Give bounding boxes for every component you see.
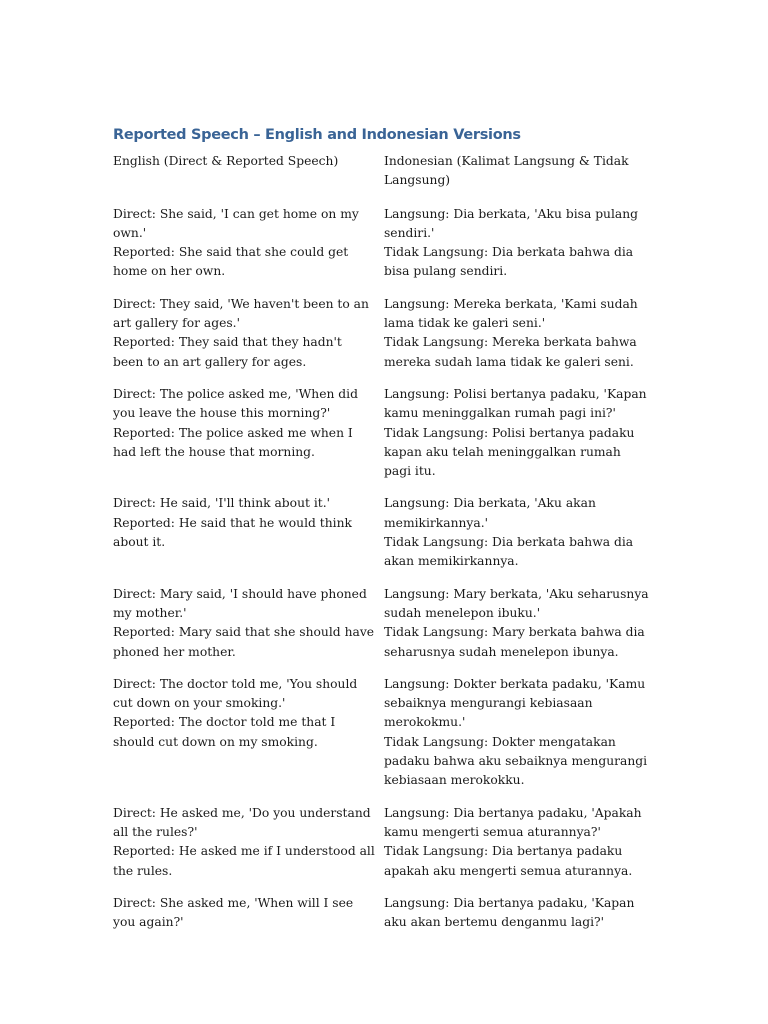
english-direct-sentence: Direct: The doctor told me, 'You should cut down on your smoking.' [113, 676, 358, 711]
english-reported-sentence: Reported: He asked me if I understood all the rules. [113, 844, 375, 878]
english-reported-sentence: Reported: She said that she could get home on her own. [113, 245, 349, 279]
english-direct-sentence: Direct: He said, 'I'll think about it.' [113, 496, 331, 511]
indonesian-direct-sentence: Langsung: Mereka berkata, 'Kami sudah lama tidak ke galeri seni.' [384, 296, 638, 331]
english-direct-sentence: Direct: She said, 'I can get home on my own.' [113, 206, 359, 240]
english-reported-sentence: Reported: The doctor told me that I should cut down on my smoking. [113, 715, 336, 749]
english-cell [113, 675, 384, 804]
table-row [113, 295, 658, 385]
english-cell [113, 295, 384, 385]
table-row [113, 894, 658, 946]
table-row [113, 675, 658, 804]
english-reported-sentence: Reported: Mary said that she should have phoned her mother. [113, 625, 375, 659]
indonesian-direct-sentence: Langsung: Dia bertanya padaku, 'Apakah kamu mengerti semua aturannya?' [384, 805, 642, 839]
table-header-row [113, 152, 658, 205]
indonesian-reported-sentence: Tidak Langsung: Dia bertanya padaku apakah aku mengerti semua aturannya. [384, 844, 633, 878]
english-direct-sentence: Direct: She asked me, 'When will I see you again?' [113, 895, 354, 930]
english-direct-sentence: Direct: Mary said, 'I should have phoned my mother.' [113, 586, 367, 620]
english-cell [113, 385, 384, 494]
english-reported-sentence: Reported: The police asked me when I had left the house that morning. [113, 425, 353, 459]
indonesian-reported-sentence: Tidak Langsung: Dia berkata bahwa dia akan memikirkannya. [384, 535, 634, 569]
indonesian-reported-sentence: Tidak Langsung: Dia berkata bahwa dia bisa pulang sendiri. [384, 245, 634, 279]
indonesian-direct-sentence: Langsung: Dokter berkata padaku, 'Kamu sebaiknya mengurangi kebiasaan merokokmu.' [384, 676, 646, 730]
indonesian-cell [384, 205, 658, 295]
english-cell [113, 894, 384, 946]
document-page [113, 124, 658, 945]
english-reported-sentence: Reported: He said that he would think about it. [113, 515, 352, 550]
table-row [113, 205, 658, 295]
table-row [113, 585, 658, 675]
indonesian-reported-sentence: Tidak Langsung: Polisi bertanya padaku kapan aku telah meninggalkan rumah pagi itu. [384, 425, 635, 479]
document-title: Reported Speech – English and Indonesian Versions [113, 127, 521, 143]
table-row [113, 494, 658, 584]
indonesian-cell [384, 675, 658, 804]
indonesian-cell [384, 894, 658, 946]
english-cell [113, 494, 384, 584]
english-direct-sentence: Direct: The police asked me, 'When did you leave the house this morning?' [113, 386, 358, 421]
indonesian-cell [384, 804, 658, 894]
reported-speech-table [113, 152, 658, 945]
indonesian-reported-sentence: Tidak Langsung: Dokter mengatakan padaku bahwa aku sebaiknya mengurangi kebiasaan merokokku. [384, 734, 648, 788]
indonesian-cell [384, 385, 658, 494]
english-reported-sentence: Reported: They said that they hadn't been to an art gallery for ages. [113, 335, 342, 369]
indonesian-cell [384, 494, 658, 584]
indonesian-direct-sentence: Langsung: Dia berkata, 'Aku akan memikirkannya.' [384, 496, 596, 530]
english-cell [113, 804, 384, 894]
indonesian-cell [384, 295, 658, 385]
indonesian-column-header: Indonesian (Kalimat Langsung & Tidak Langsung) [384, 154, 629, 188]
indonesian-cell [384, 585, 658, 675]
english-column-header: English (Direct & Reported Speech) [113, 154, 339, 168]
indonesian-reported-sentence: Tidak Langsung: Mereka berkata bahwa mereka sudah lama tidak ke galeri seni. [384, 335, 637, 369]
table-row [113, 804, 658, 894]
indonesian-direct-sentence: Langsung: Dia bertanya padaku, 'Kapan aku akan bertemu denganmu lagi?' [384, 895, 635, 930]
table-row [113, 385, 658, 494]
indonesian-direct-sentence: Langsung: Polisi bertanya padaku, 'Kapan kamu meninggalkan rumah pagi ini?' [384, 386, 647, 421]
english-direct-sentence: Direct: They said, 'We haven't been to an art gallery for ages.' [113, 296, 369, 331]
english-cell [113, 205, 384, 295]
english-direct-sentence: Direct: He asked me, 'Do you understand all the rules?' [113, 805, 371, 839]
english-cell [113, 585, 384, 675]
indonesian-direct-sentence: Langsung: Mary berkata, 'Aku seharusnya sudah menelepon ibuku.' [384, 586, 649, 620]
indonesian-reported-sentence: Tidak Langsung: Mary berkata bahwa dia seharusnya sudah menelepon ibunya. [384, 625, 645, 659]
indonesian-direct-sentence: Langsung: Dia berkata, 'Aku bisa pulang sendiri.' [384, 206, 639, 240]
